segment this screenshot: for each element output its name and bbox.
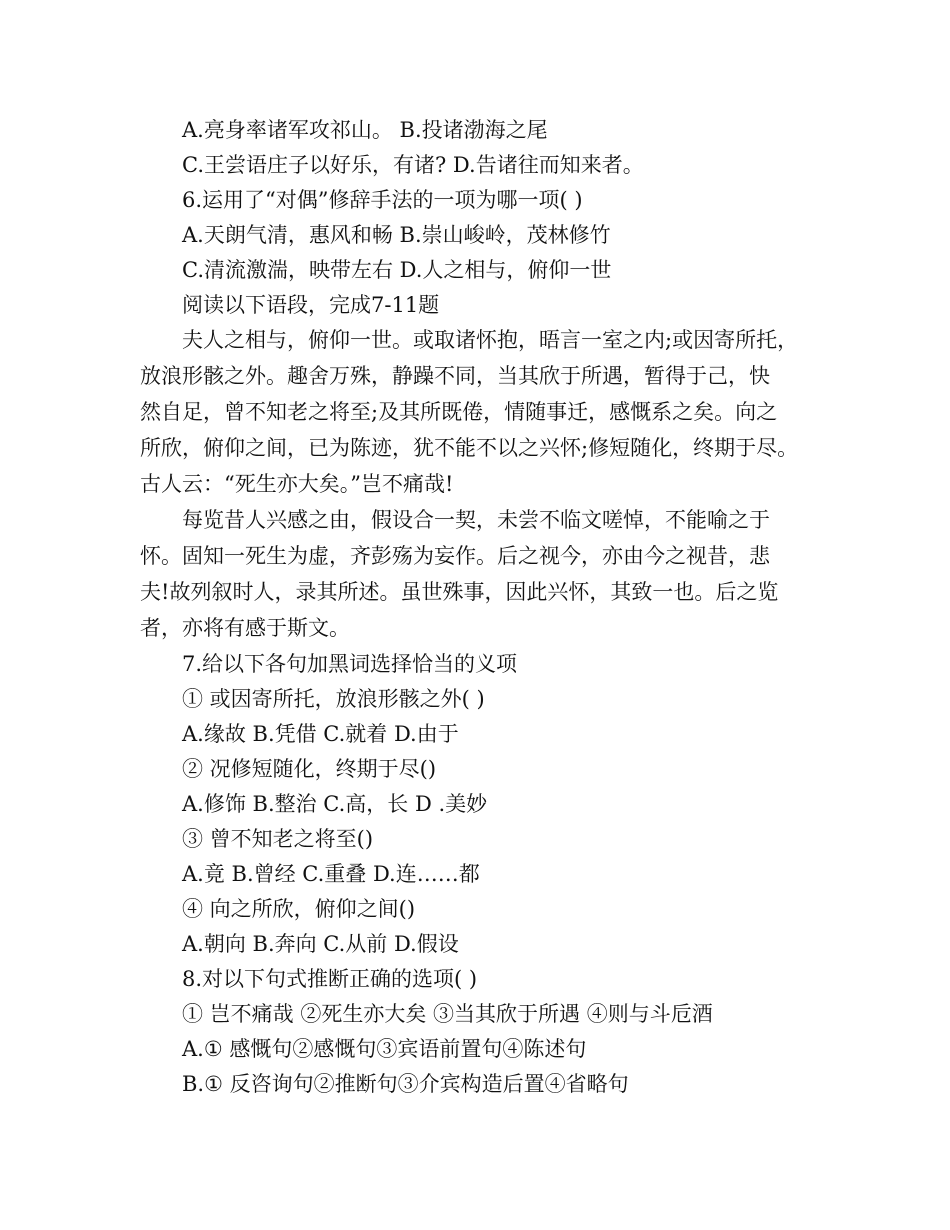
sentence-list: ① 岂不痛哉 ②死生亦大矣 ③当其欣于所遇 ④则与斗卮酒	[182, 1002, 713, 1026]
question-7: 7.给以下各句加黑词选择恰当的义项	[182, 652, 518, 676]
passage-line: 者，亦将有感于斯文。	[140, 616, 350, 640]
reading-instruction: 阅读以下语段，完成7-11题	[182, 293, 440, 317]
option-line: C.王尝语庄子以好乐，有诸? D.告诸往而知来者。	[182, 153, 644, 177]
option-line: A.天朗气清，惠风和畅 B.崇山峻岭，茂林修竹	[182, 223, 611, 247]
sub-question: ② 况修短随化，终期于尽()	[182, 757, 437, 781]
option-line: B.① 反咨询句②推断句③介宾构造后置④省略句	[182, 1072, 629, 1096]
passage-line: 然自足，曾不知老之将至;及其所既倦，情随事迁，感慨系之矣。向之	[140, 400, 778, 424]
option-line: A.亮身率诸军攻祁山。 B.投诸渤海之尾	[182, 118, 548, 142]
sub-question: ① 或因寄所托，放浪形骸之外( )	[182, 687, 485, 711]
option-line: A.① 感慨句②感慨句③宾语前置句④陈述句	[182, 1037, 587, 1061]
passage-line: 怀。固知一死生为虚，齐彭殇为妄作。后之视今，亦由今之视昔，悲	[140, 544, 770, 568]
passage-line: 放浪形骸之外。趣舍万殊，静躁不同，当其欣于所遇，暂得于己，快	[140, 364, 770, 388]
option-line: C.清流激湍，映带左右 D.人之相与，俯仰一世	[182, 258, 612, 282]
passage-line: 古人云：“死生亦大矣。”岂不痛哉!	[140, 472, 454, 496]
passage-line: 夫人之相与，俯仰一世。或取诸怀抱，晤言一室之内;或因寄所托，	[182, 328, 799, 352]
passage-line: 夫!故列叙时人，录其所述。虽世殊事，因此兴怀，其致一也。后之览	[140, 580, 779, 604]
sub-question: ④ 向之所欣，俯仰之间()	[182, 897, 416, 921]
option-line: A.竟 B.曾经 C.重叠 D.连……都	[182, 862, 480, 886]
sub-question: ③ 曾不知老之将至()	[182, 827, 374, 851]
option-line: A.缘故 B.凭借 C.就着 D.由于	[182, 722, 459, 746]
option-line: A.修饰 B.整治 C.高，长 D .美妙	[182, 792, 488, 816]
option-line: A.朝向 B.奔向 C.从前 D.假设	[182, 932, 459, 956]
question-8: 8.对以下句式推断正确的选项( )	[182, 967, 478, 991]
passage-line: 所欣，俯仰之间，已为陈迹，犹不能不以之兴怀;修短随化，终期于尽。	[140, 436, 799, 460]
question-6: 6.运用了“对偶”修辞手法的一项为哪一项( )	[182, 188, 583, 212]
passage-line: 每览昔人兴感之由，假设合一契，未尝不临文嗟悼，不能喻之于	[182, 508, 770, 532]
